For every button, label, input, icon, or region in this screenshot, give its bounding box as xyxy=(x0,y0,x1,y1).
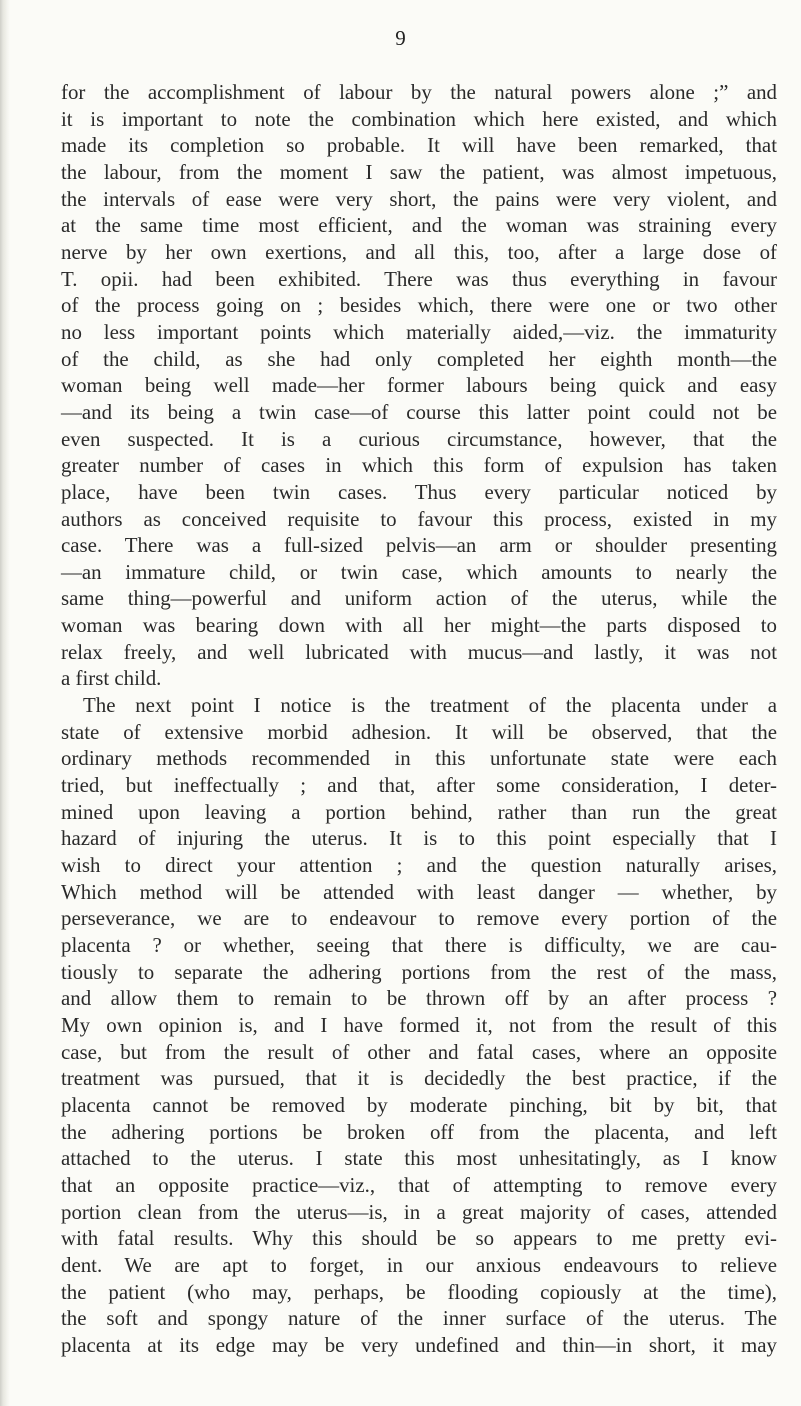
text-line: case, but from the result of other and fatal cases, where an opposite xyxy=(61,1039,777,1064)
text-line: even suspected. It is a curious circumstance, however, that the xyxy=(61,426,777,451)
text-line: placenta cannot be removed by moderate pinching, bit by bit, that xyxy=(61,1092,777,1117)
text-line: perseverance, we are to endeavour to remove every portion of the xyxy=(61,906,777,931)
page-number: 9 xyxy=(395,26,406,50)
text-line: no less important points which materially aided,—viz. the immaturity xyxy=(61,319,777,344)
body-text xyxy=(61,79,777,1359)
text-line: of the process going on ; besides which, there were one or two other xyxy=(61,293,777,318)
text-line: dent. We are apt to forget, in our anxious endeavours to relieve xyxy=(61,1252,777,1277)
text-line: with fatal results. Why this should be so appears to me pretty evi- xyxy=(61,1226,777,1251)
text-line: T. opii. had been exhibited. There was thus everything in favour xyxy=(61,266,777,291)
text-line: wish to direct your attention ; and the question naturally arises, xyxy=(61,853,777,878)
page-binding-edge xyxy=(0,0,10,1406)
text-line: Which method will be attended with least danger — whether, by xyxy=(61,879,777,904)
text-line: for the accomplishment of labour by the natural powers alone ;” and xyxy=(61,80,777,104)
text-line: and allow them to remain to be thrown off by an after process ? xyxy=(61,986,777,1011)
text-line: —and its being a twin case—of course this latter point could not be xyxy=(61,399,777,424)
text-line: hazard of injuring the uterus. It is to this point especially that I xyxy=(61,826,777,851)
text-line: relax freely, and well lubricated with mucus—and lastly, it was not xyxy=(61,639,777,664)
text-line: nerve by her own exertions, and all this, too, after a large dose of xyxy=(61,239,777,264)
text-line: of the child, as she had only completed her eighth month—the xyxy=(61,346,777,371)
text-line: woman being well made—her former labours being quick and easy xyxy=(61,373,777,398)
text-line: woman was bearing down with all her might—the parts disposed to xyxy=(61,613,777,638)
text-line: mined upon leaving a portion behind, rather than run the great xyxy=(61,799,777,824)
text-line: ordinary methods recommended in this unfortunate state were each xyxy=(61,746,777,771)
text-line: attached to the uterus. I state this most unhesitatingly, as I know xyxy=(61,1146,777,1171)
text-line: My own opinion is, and I have formed it, not from the result of this xyxy=(61,1012,777,1037)
text-line: the soft and spongy nature of the inner surface of the uterus. The xyxy=(61,1306,777,1331)
text-line: authors as conceived requisite to favour this process, existed in my xyxy=(61,506,777,531)
text-line: made its completion so probable. It will have been remarked, that xyxy=(61,133,777,158)
text-line: greater number of cases in which this form of expulsion has taken xyxy=(61,453,777,478)
text-line: placenta ? or whether, seeing that there is difficulty, we are cau- xyxy=(61,933,777,957)
text-line: placenta at its edge may be very undefined and thin—in short, it may xyxy=(61,1332,777,1357)
paragraph-end-line: a first child. xyxy=(61,666,162,691)
text-line: place, have been twin cases. Thus every particular noticed by xyxy=(61,479,777,504)
paragraph-start-line: The next point I notice is the treatment of the placenta under a xyxy=(83,693,777,718)
text-line: state of extensive morbid adhesion. It will be observed, that the xyxy=(61,719,777,744)
text-line: treatment was pursued, that it is decidedly the best practice, if the xyxy=(61,1066,777,1091)
text-line: tried, but ineffectually ; and that, after some consideration, I deter- xyxy=(61,773,777,798)
text-line: that an opposite practice—viz., that of attempting to remove every xyxy=(61,1172,777,1197)
text-line: the intervals of ease were very short, the pains were very violent, and xyxy=(61,186,777,211)
text-line: —an immature child, or twin case, which amounts to nearly the xyxy=(61,559,777,584)
text-line: case. There was a full-sized pelvis—an arm or shoulder presenting xyxy=(61,533,777,558)
text-line: the patient (who may, perhaps, be flooding copiously at the time), xyxy=(61,1279,777,1304)
text-line: portion clean from the uterus—is, in a great majority of cases, attended xyxy=(61,1199,777,1224)
text-line: the adhering portions be broken off from the placenta, and left xyxy=(61,1119,777,1144)
text-line: same thing—powerful and uniform action of the uterus, while the xyxy=(61,586,777,611)
text-line: the labour, from the moment I saw the patient, was almost impetuous, xyxy=(61,159,777,184)
text-line: it is important to note the combination which here existed, and which xyxy=(61,106,777,131)
text-line: at the same time most efficient, and the woman was straining every xyxy=(61,213,777,238)
text-line: tiously to separate the adhering portions from the rest of the mass, xyxy=(61,959,777,984)
